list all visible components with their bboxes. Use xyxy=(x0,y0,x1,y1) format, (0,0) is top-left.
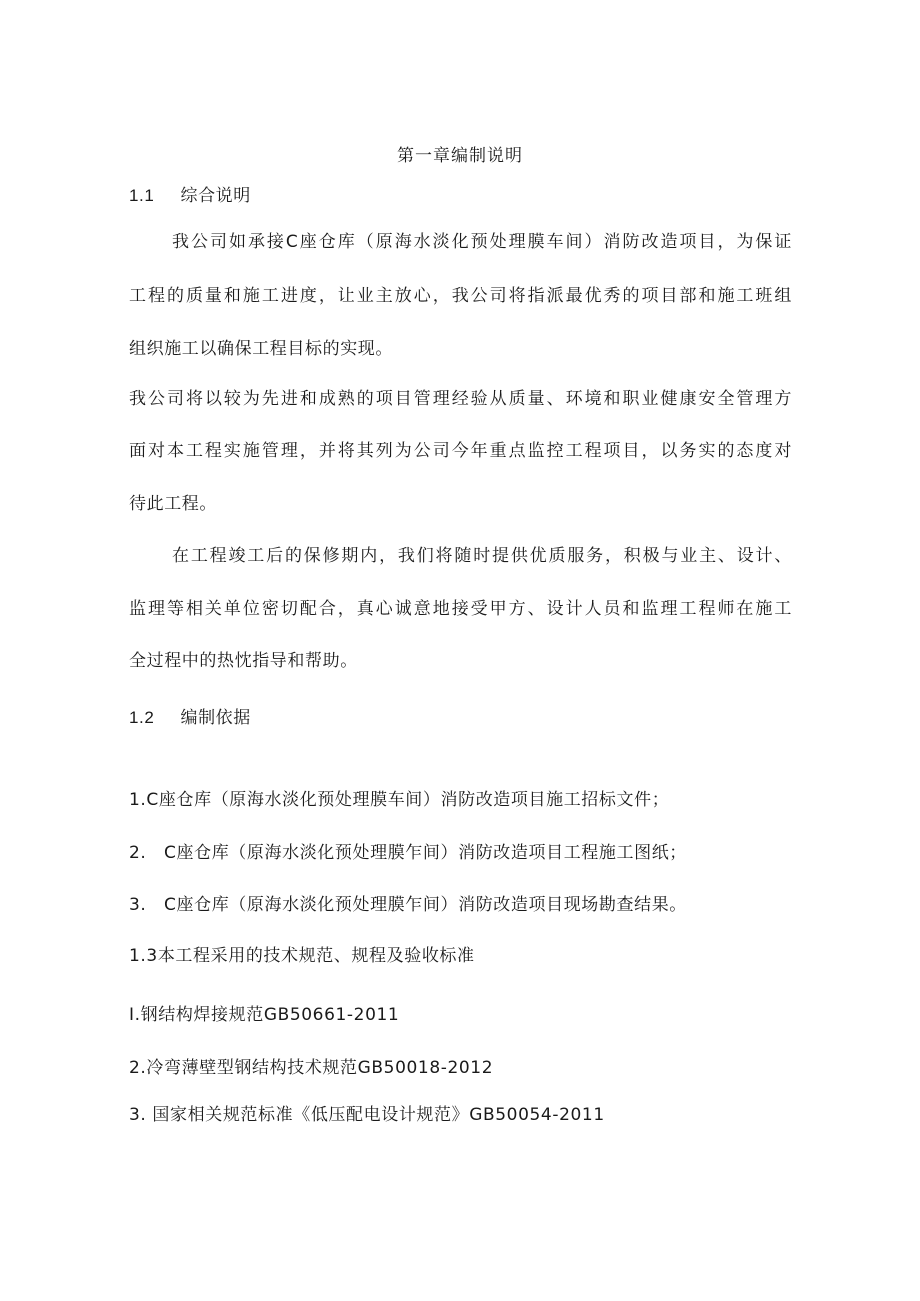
section-title: 编制依据 xyxy=(180,708,251,728)
basis-item-2: 2. C座仓库（原海水淡化预处理膜乍间）消防改造项目工程施工图纸； xyxy=(129,843,687,863)
para3-line2: 监理等相关单位密切配合，真心诚意地接受甲方、设计人员和监理工程师在施工 xyxy=(129,599,792,619)
chapter-title: 第一章编制说明 xyxy=(397,146,523,166)
standard-item-3: 3. 国家相关规范标准《低压配电设计规范》GB50054-2011 xyxy=(129,1105,605,1125)
section-title: 综合说明 xyxy=(180,186,251,206)
standard-item-2: 2.冷弯薄壁型钢结构技术规范GB50018-2012 xyxy=(129,1058,494,1078)
section-number: 1.1 xyxy=(129,186,155,205)
basis-item-3: 3. C座仓库（原海水淡化预处理膜乍间）消防改造项目现场勘查结果。 xyxy=(129,895,687,915)
para1-line3: 组织施工以确保工程目标的实现。 xyxy=(129,339,393,359)
section-1-2-heading xyxy=(129,708,251,728)
basis-item-1: 1.C座仓库（原海水淡化预处理膜车间）消防改造项目施工招标文件； xyxy=(129,790,670,810)
para1-line2: 工程的质量和施工进度，让业主放心，我公司将指派最优秀的项目部和施工班组 xyxy=(129,286,792,306)
section-1-1-heading xyxy=(129,186,251,206)
para2-line2: 面对本工程实施管理，并将其列为公司今年重点监控工程项目，以务实的态度对 xyxy=(129,441,792,461)
standard-item-1: I.钢结构焊接规范GB50661-2011 xyxy=(129,1005,400,1025)
section-1-3-heading: 1.3本工程采用的技术规范、规程及验收标准 xyxy=(129,946,475,966)
section-number: 1.2 xyxy=(129,708,155,727)
para1-line1: 我公司如承接C座仓库（原海水淡化预处理膜车间）消防改造项目，为保证 xyxy=(172,232,792,252)
para3-line3: 全过程中的热忱指导和帮助。 xyxy=(129,651,358,671)
para3-line1: 在工程竣工后的保修期内，我们将随时提供优质服务，积极与业主、设计、 xyxy=(172,546,792,566)
para2-line3: 待此工程。 xyxy=(129,494,217,514)
para2-line1: 我公司将以较为先进和成熟的项目管理经验从质量、环境和职业健康安全管理方 xyxy=(129,389,792,409)
